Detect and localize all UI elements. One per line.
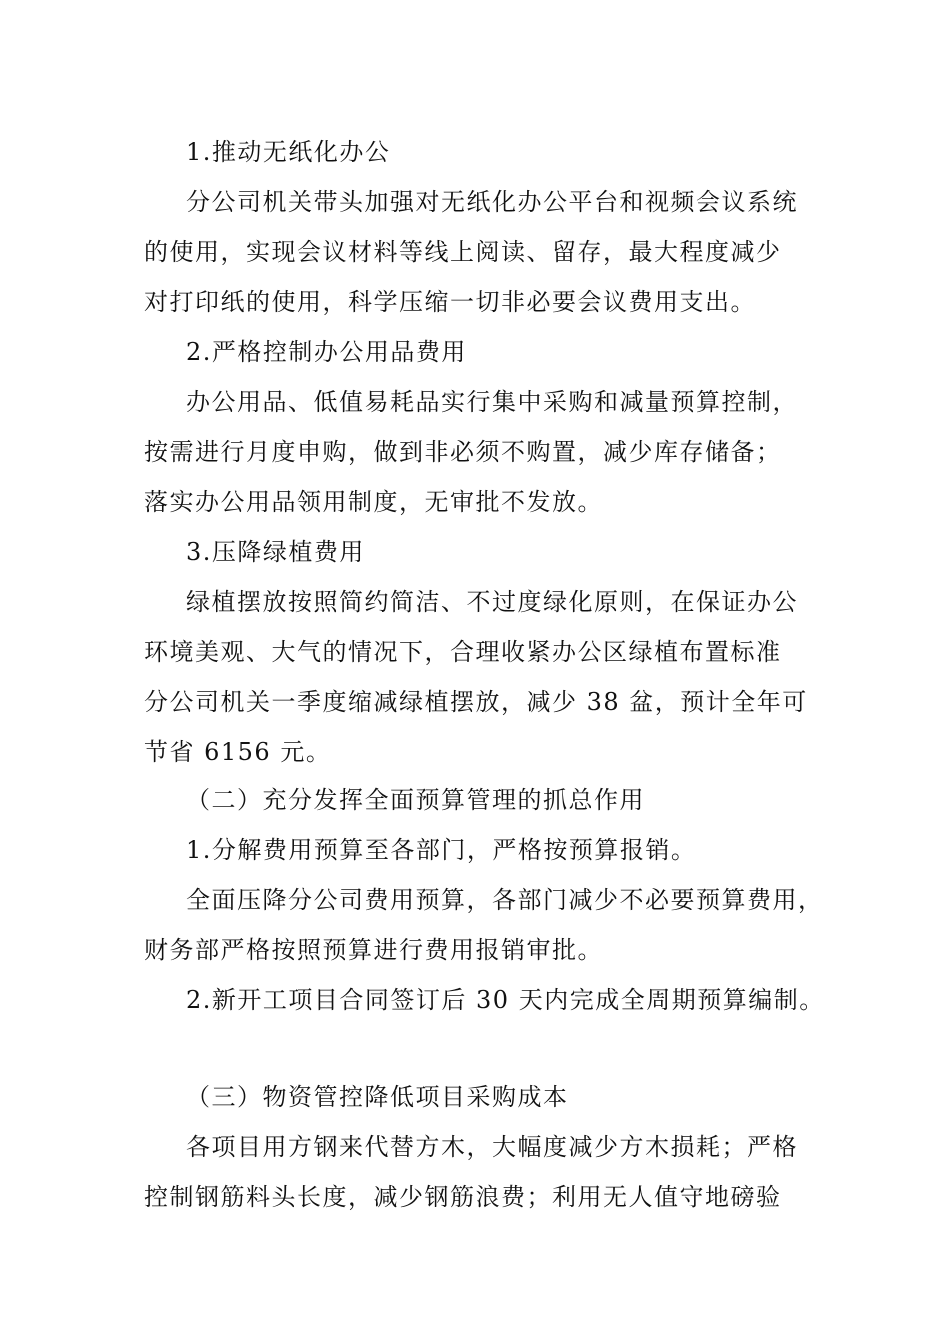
paragraph-line: 环境美观、大气的情况下，合理收紧办公区绿植布置标准 (144, 638, 782, 666)
heading-office-supplies: 2.严格控制办公用品费用 (186, 338, 467, 366)
paragraph-line: 的使用，实现会议材料等线上阅读、留存，最大程度减少 (144, 238, 782, 266)
paragraph-line: 节省 6156 元。 (144, 738, 332, 766)
paragraph-line: 全面压降分公司费用预算，各部门减少不必要预算费用， (186, 886, 824, 914)
section-heading-budget: （二）充分发挥全面预算管理的抓总作用 (186, 786, 645, 814)
paragraph-line: 绿植摆放按照简约简洁、不过度绿化原则，在保证办公 (186, 588, 798, 616)
paragraph-line: 分公司机关一季度缩减绿植摆放，减少 38 盆，预计全年可 (144, 688, 808, 716)
heading-green-plants: 3.压降绿植费用 (186, 538, 365, 566)
heading-new-project-budget: 2.新开工项目合同签订后 30 天内完成全周期预算编制。 (186, 986, 825, 1014)
paragraph-line: 对打印纸的使用，科学压缩一切非必要会议费用支出。 (144, 288, 756, 316)
paragraph-line: 办公用品、低值易耗品实行集中采购和减量预算控制， (186, 388, 798, 416)
paragraph-line: 控制钢筋料头长度，减少钢筋浪费；利用无人值守地磅验 (144, 1183, 782, 1211)
section-heading-materials: （三）物资管控降低项目采购成本 (186, 1083, 569, 1111)
paragraph-line: 各项目用方钢来代替方木，大幅度减少方木损耗；严格 (186, 1133, 798, 1161)
paragraph-line: 落实办公用品领用制度，无审批不发放。 (144, 488, 603, 516)
paragraph-line: 分公司机关带头加强对无纸化办公平台和视频会议系统 (186, 188, 798, 216)
heading-budget-breakdown: 1.分解费用预算至各部门，严格按预算报销。 (186, 836, 697, 864)
paragraph-line: 财务部严格按照预算进行费用报销审批。 (144, 936, 603, 964)
heading-paperless-office: 1.推动无纸化办公 (186, 138, 391, 166)
paragraph-line: 按需进行月度申购，做到非必须不购置，减少库存储备； (144, 438, 782, 466)
